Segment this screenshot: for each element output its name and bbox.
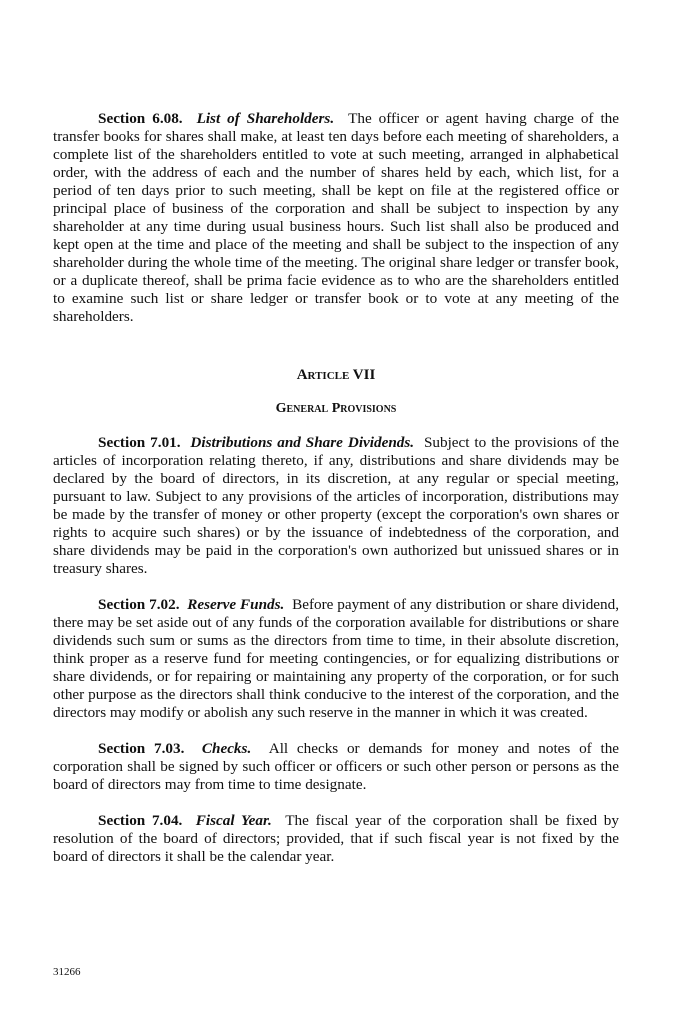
article-subheading: General Provisions <box>275 401 397 416</box>
document-body <box>53 110 619 866</box>
article-heading: Article VII <box>296 367 376 383</box>
section-number: Section 7.01. <box>98 434 181 451</box>
section-6-08 <box>53 110 619 326</box>
section-text: The officer or agent having charge of the transfer books for shares shall make, at least ten days before each meeting of shareholders, a complete list of the shareholders entitled to vote at such meeting, arranged in alphabetical order, with the address of each and the number of shares held by each, which list, for a period of ten days prior to such meeting, shall be kept on file at the registered office or principal place of business of the corporation and shall be subject to inspection by any shareholder at any time during usual business hours. Such list shall also be produced and kept open at the time and place of the meeting and shall be subject to the inspection of any shareholder during the whole time of the meeting. The original share ledger or transfer book, or a duplicate thereof, shall be prima facie evidence as to who are the shareholders entitled to examine such list or share ledger or transfer book or to vote at any meeting of the shareholders. <box>53 110 619 325</box>
section-number: Section 7.03. <box>98 740 185 757</box>
section-number: Section 7.02. <box>98 596 180 613</box>
section-7-01 <box>53 434 619 578</box>
section-7-03 <box>53 740 619 794</box>
section-text: The fiscal year of the corporation shall be fixed by resolution of the board of directors; provided, that if such fiscal year is not fixed by the board of directors it shall be the calendar year. <box>53 812 619 865</box>
section-7-02 <box>53 596 619 722</box>
section-text: Subject to the provisions of the articles of incorporation relating thereto, if any, distributions and share dividends may be declared by the board of directors, in its discretion, at any regular or special meeting, pursuant to law. Subject to any provisions of the articles of incorporation, distributions may be made by the transfer of money or other property (except the corporation's own shares or rights to acquire such shares) or by the issuance of indebtedness of the corporation, and share dividends may be paid in the corporation's own authorized but unissued shares or in treasury shares. <box>53 434 620 577</box>
section-number: Section 6.08. <box>98 110 183 127</box>
section-text: Before payment of any distribution or share dividend, there may be set aside out of any funds of the corporation available for distributions or share dividends such sum or sums as the directors from time to time, in their absolute discretion, think proper as a reserve fund for meeting contingencies, or for equalizing distributions or share dividends, or for repairing or maintaining any property of the corporation, or for such other purpose as the directors shall think conducive to the interest of the corporation, and the directors may modify or abolish any such reserve in the manner in which it was created. <box>53 596 620 721</box>
section-title: Reserve Funds. <box>187 596 285 613</box>
section-title: Distributions and Share Dividends. <box>190 434 415 451</box>
footer-doc-number: 31266 <box>53 966 81 978</box>
section-7-04 <box>53 812 619 866</box>
section-number: Section 7.04. <box>98 812 183 829</box>
section-title: List of Shareholders. <box>196 110 335 127</box>
section-text: All checks or demands for money and notes of the corporation shall be signed by such officer or officers or such other person or persons as the board of directors may from time to time designate. <box>53 740 620 793</box>
section-title: Fiscal Year. <box>195 812 272 829</box>
section-title: Checks. <box>201 740 252 757</box>
